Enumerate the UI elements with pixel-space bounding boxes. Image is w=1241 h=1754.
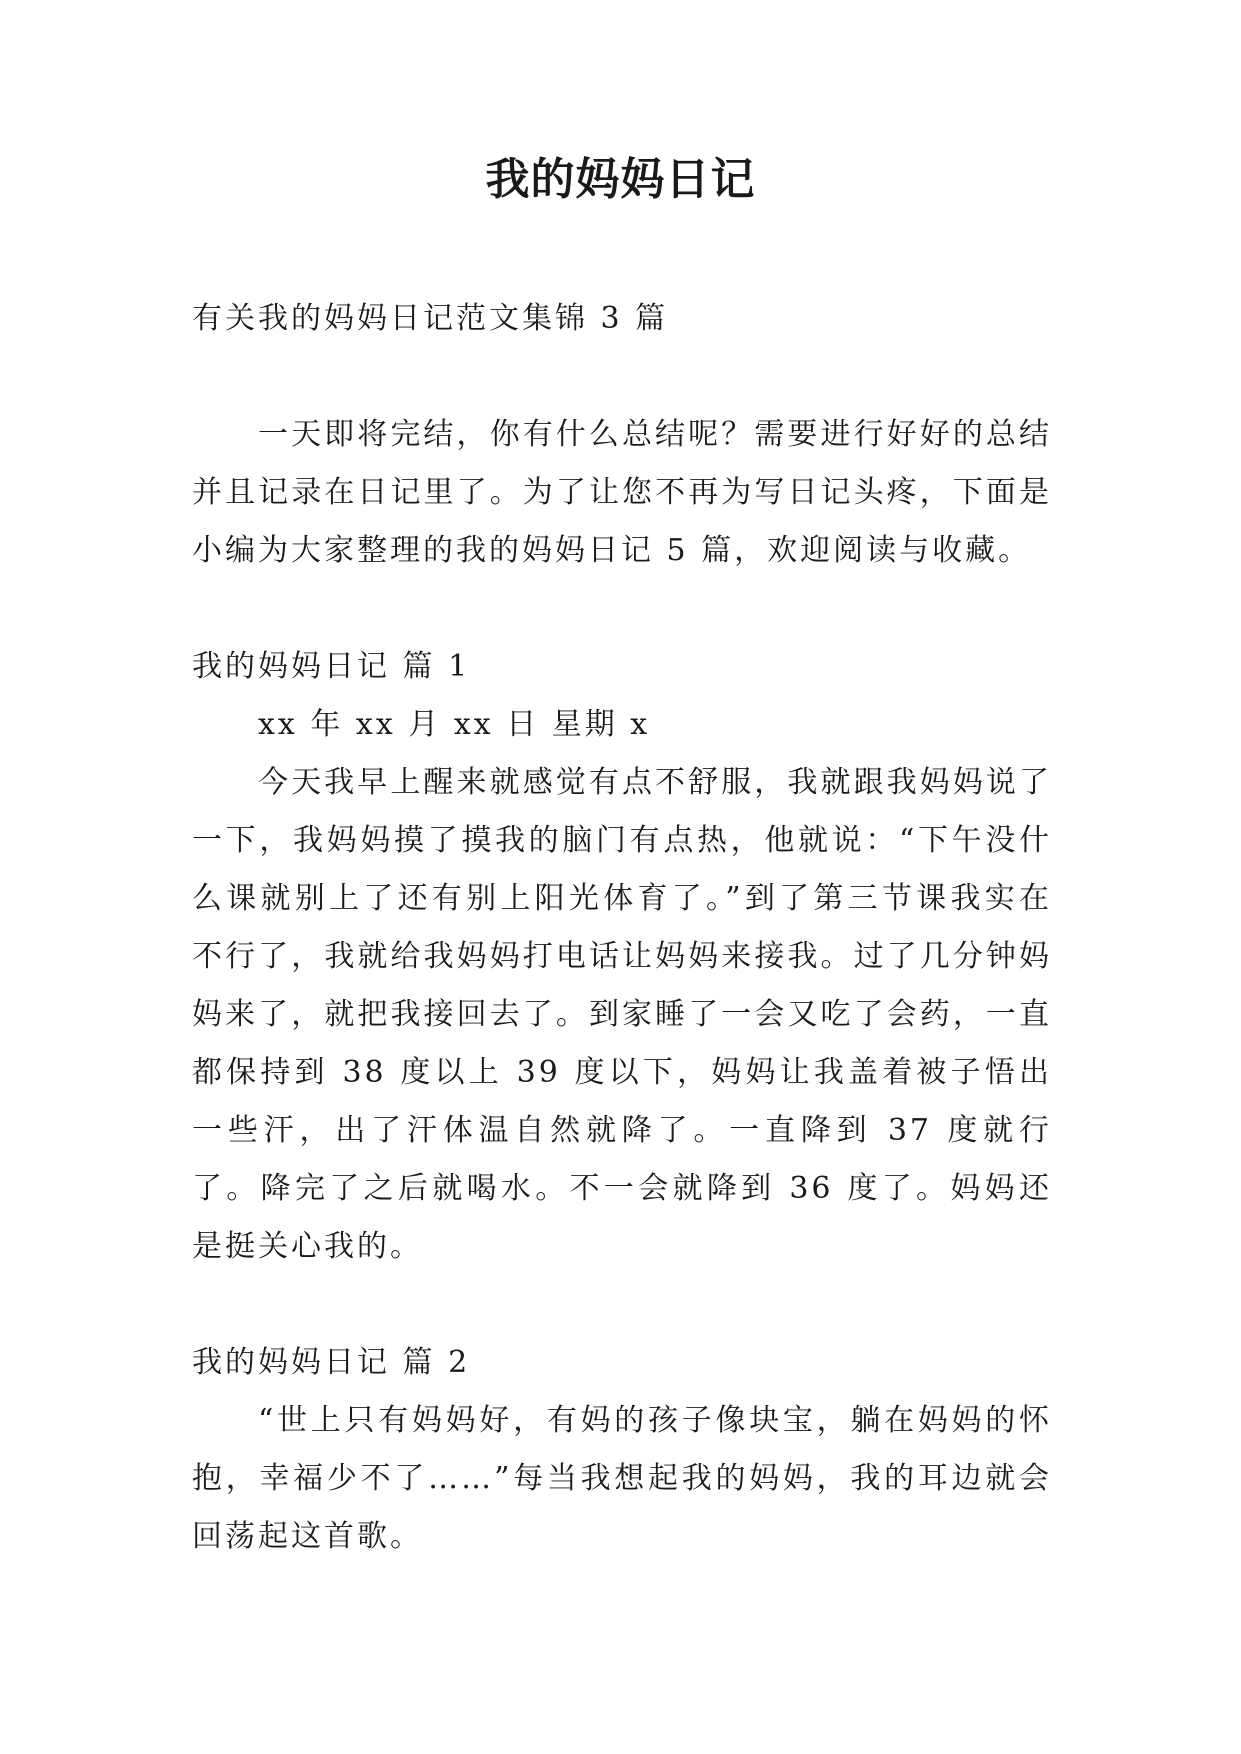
intro-paragraph: 一天即将完结，你有什么总结呢？需要进行好好的总结并且记录在日记里了。为了让您不再为写日记头疼，下面是小编为大家整理的我的妈妈日记 5 篇，欢迎阅读与收藏。 xyxy=(192,417,1052,568)
document-body xyxy=(192,290,1052,1566)
section-heading: 我的妈妈日记 篇 2 xyxy=(192,1345,471,1380)
section-body: 今天我早上醒来就感觉有点不舒服，我就跟我妈妈说了一下，我妈妈摸了摸我的脑门有点热，他就说：“下午没什么课就别上了还有别上阳光体育了。”到了第三节课我实在不行了，我就给我妈妈打电话让妈妈来接我。过了几分钟妈妈来了，就把我接回去了。到家睡了一会又吃了会药，一直都保持到 38 度以上 39 度以下，妈妈让我盖着被子悟出一些汗，出了汗体温自然就降了。一直降到 37 度就行了。降完了之后就喝水。不一会就降到 36 度了。妈妈还是挺关心我的。 xyxy=(192,765,1052,1264)
section-heading: 我的妈妈日记 篇 1 xyxy=(192,649,471,684)
document-title: 我的妈妈日记 xyxy=(485,154,756,205)
diary-date: xx 年 xx 月 xx 日 星期 x xyxy=(258,707,651,742)
section-body: “世上只有妈妈好，有妈的孩子像块宝，躺在妈妈的怀抱，幸福少不了……”每当我想起我的妈妈，我的耳边就会回荡起这首歌。 xyxy=(192,1403,1052,1554)
document-subtitle: 有关我的妈妈日记范文集锦 3 篇 xyxy=(192,301,669,336)
